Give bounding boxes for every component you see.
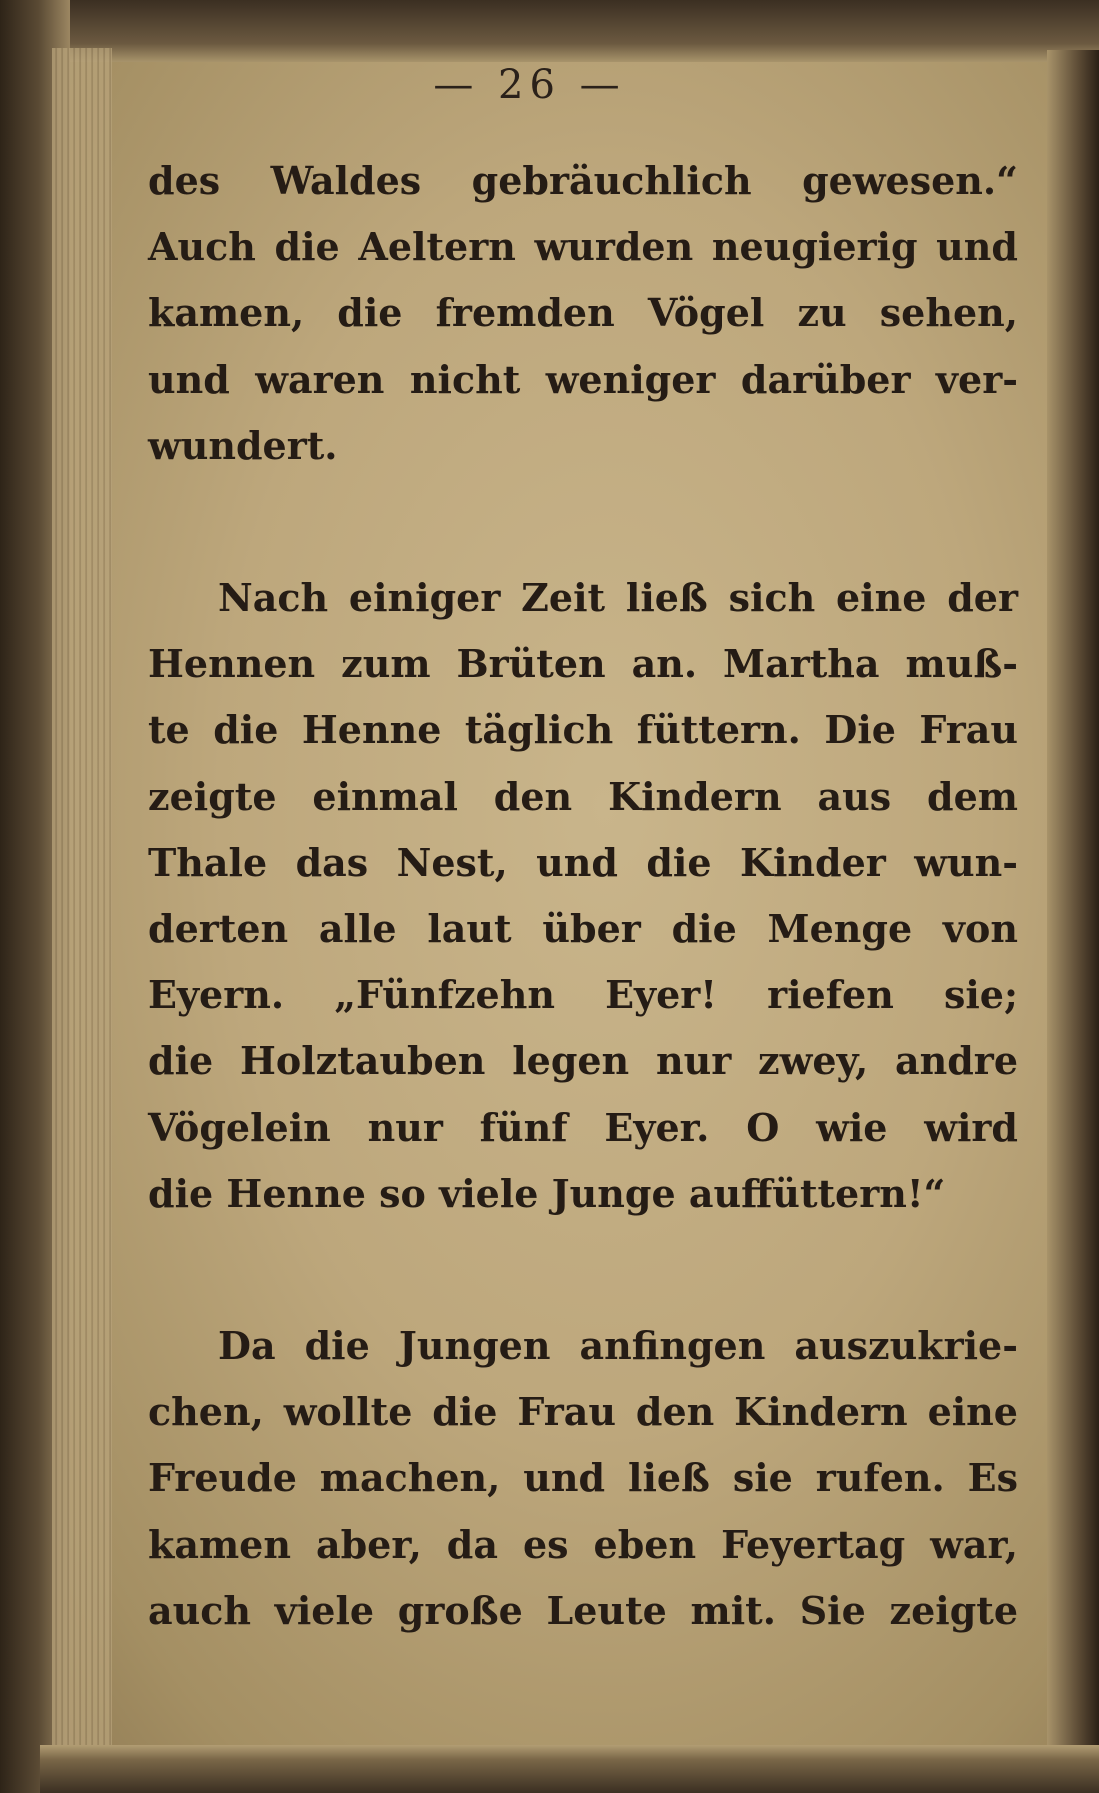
book-bottom-edge (40, 1745, 1099, 1793)
book-top-edge (40, 0, 1099, 62)
text-line: Freude machen, und ließ sie rufen. Es (148, 1455, 1018, 1501)
text-line: Eyern. „Fünfzehn Eyer! riefen sie; (148, 972, 1018, 1018)
paragraph-gap (148, 479, 1018, 565)
text-line: zeigte einmal den Kindern aus dem (148, 773, 1018, 819)
text-line: Da die Jungen anfingen auszukrie- (218, 1323, 1018, 1369)
text-line: die Henne so viele Junge auffüttern!“ (148, 1170, 946, 1216)
text-line: des Waldes gebräuchlich gewesen.“ (148, 158, 1018, 203)
paragraph-2 (148, 565, 1018, 1227)
text-line: Thale das Nest, und die Kinder wun- (148, 839, 1018, 885)
text-line: Vögelein nur fünf Eyer. O wie wird (148, 1104, 1018, 1150)
book-right-edge (1047, 50, 1099, 1753)
text-line: te die Henne täglich füttern. Die Frau (148, 707, 1018, 753)
text-line: kamen, die fremden Vögel zu sehen, (148, 290, 1018, 336)
text-line: kamen aber, da es eben Feyertag war, (148, 1521, 1018, 1567)
text-line: auch viele große Leute mit. Sie zeigte (148, 1587, 1018, 1633)
paragraph-1 (148, 148, 1018, 479)
text-line: Nach einiger Zeit ließ sich eine der (218, 575, 1018, 621)
page-stack-edges (52, 48, 112, 1757)
page-number: — 26 — (433, 62, 626, 108)
text-line: und waren nicht weniger darüber ver- (148, 356, 1018, 402)
paragraph-3 (148, 1313, 1018, 1644)
text-line: Hennen zum Brüten an. Martha muß- (148, 641, 1018, 687)
text-line: chen, wollte die Frau den Kindern eine (148, 1389, 1018, 1435)
text-line: die Holztauben legen nur zwey, andre (148, 1038, 1018, 1084)
text-line: Auch die Aeltern wurden neugierig und (148, 224, 1018, 270)
page-text (148, 148, 1018, 1644)
text-line: wundert. (148, 422, 338, 468)
paragraph-gap (148, 1227, 1018, 1313)
text-line: derten alle laut über die Menge von (148, 906, 1018, 952)
